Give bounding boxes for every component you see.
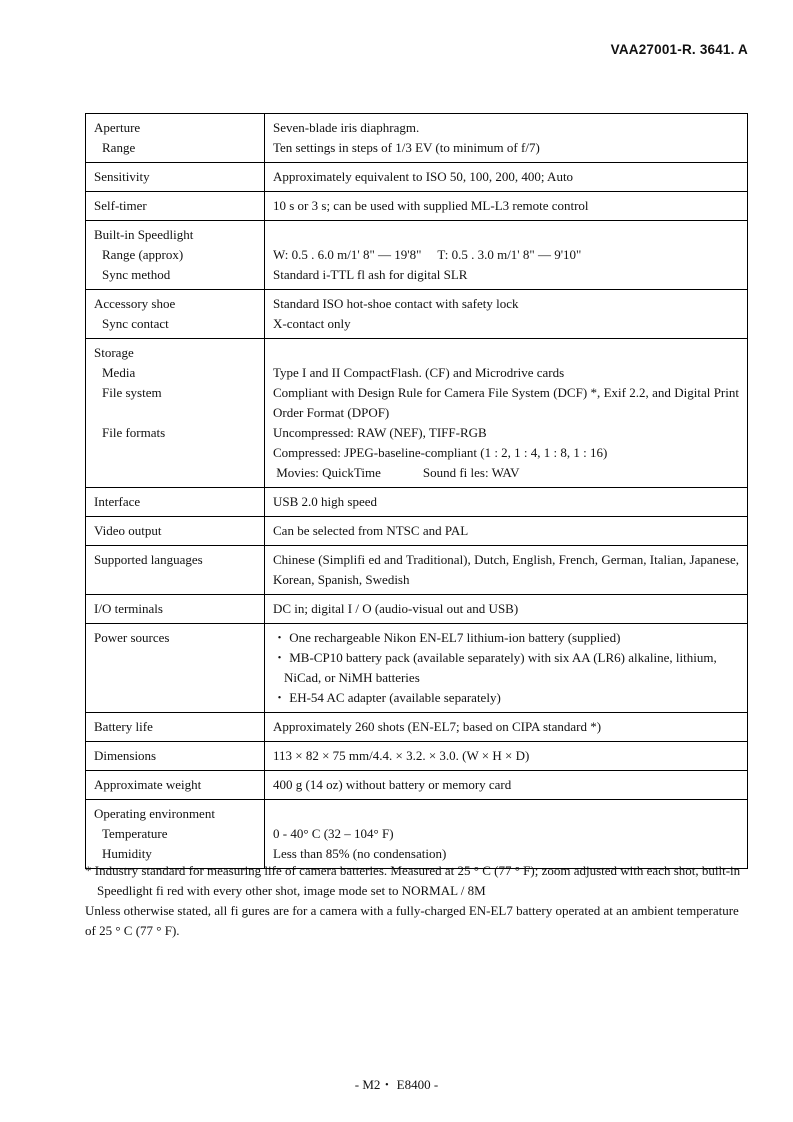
table-row bbox=[86, 221, 748, 290]
table-row bbox=[86, 517, 748, 546]
value-line: Uncompressed: RAW (NEF), TIFF-RGB bbox=[273, 425, 487, 440]
table-row bbox=[86, 488, 748, 517]
value-line: Compressed: JPEG-baseline-compliant (1 : 2, 1 : 4, 1 : 8, 1 : 16) bbox=[273, 445, 608, 460]
spec-label bbox=[86, 800, 265, 869]
row-label: Accessory shoe bbox=[94, 296, 176, 311]
spec-value bbox=[265, 488, 748, 517]
table-row bbox=[86, 713, 748, 742]
value-line: Standard ISO hot-shoe contact with safety lock bbox=[273, 296, 519, 311]
value-line: Approximately 260 shots (EN-EL7; based on CIPA standard *) bbox=[273, 719, 602, 734]
spec-label bbox=[86, 742, 265, 771]
row-label: Approximate weight bbox=[94, 777, 202, 792]
row-sublabel: File formats bbox=[102, 425, 166, 440]
value-line: X-contact only bbox=[273, 316, 351, 331]
spec-value bbox=[265, 771, 748, 800]
spec-label bbox=[86, 114, 265, 163]
spec-value bbox=[265, 114, 748, 163]
value-line: Approximately equivalent to ISO 50, 100, 200, 400; Auto bbox=[273, 169, 574, 184]
table-row bbox=[86, 163, 748, 192]
spec-label bbox=[86, 517, 265, 546]
table-row bbox=[86, 624, 748, 713]
value-line: Movies: QuickTime bbox=[276, 465, 381, 480]
page-footer: - M2・ E8400 - bbox=[354, 1077, 439, 1092]
value-line: 400 g (14 oz) without battery or memory card bbox=[273, 777, 512, 792]
spec-label bbox=[86, 771, 265, 800]
table-row bbox=[86, 595, 748, 624]
row-sublabel: Humidity bbox=[102, 846, 152, 861]
spec-value bbox=[265, 221, 748, 290]
row-sublabel: Sync method bbox=[102, 267, 171, 282]
row-label: Dimensions bbox=[94, 748, 157, 763]
value-line: Type I and II CompactFlash. (CF) and Microdrive cards bbox=[273, 365, 565, 380]
bullet-item: ・ EH-54 AC adapter (available separately) bbox=[273, 690, 501, 705]
spec-value bbox=[265, 624, 748, 713]
spec-value bbox=[265, 339, 748, 488]
spec-label bbox=[86, 290, 265, 339]
value-line: Less than 85% (no condensation) bbox=[273, 846, 447, 861]
footnote: Unless otherwise stated, all fi gures are for a camera with a fully-charged EN-EL7 battery operated at an ambient temperature of 25 ° C (77 ° F). bbox=[85, 903, 739, 938]
row-label: Aperture bbox=[94, 120, 141, 135]
value-line: 10 s or 3 s; can be used with supplied ML-L3 remote control bbox=[273, 198, 589, 213]
row-label: Self-timer bbox=[94, 198, 147, 213]
row-label: Battery life bbox=[94, 719, 153, 734]
spec-value bbox=[265, 192, 748, 221]
spec-value bbox=[265, 713, 748, 742]
spec-label bbox=[86, 595, 265, 624]
spec-label bbox=[86, 221, 265, 290]
row-label: Supported languages bbox=[94, 552, 203, 567]
table-row bbox=[86, 339, 748, 488]
spec-table bbox=[85, 113, 748, 869]
table-row bbox=[86, 742, 748, 771]
footnotes bbox=[85, 861, 750, 941]
spec-label bbox=[86, 192, 265, 221]
footnote: * Industry standard for measuring life of camera batteries. Measured at 25 ° C (77 ° F); zoom adjusted with each shot, built-in Speedlight fi red with every other shot, image mode set to NORMAL / 8M bbox=[85, 863, 741, 898]
spec-value bbox=[265, 800, 748, 869]
value-line: Compliant with Design Rule for Camera File System (DCF) *, Exif 2.2, and Digital Print Order Format (DPOF) bbox=[273, 385, 739, 420]
spec-value bbox=[265, 546, 748, 595]
bullet-item: ・ MB-CP10 battery pack (available separately) with six AA (LR6) alkaline, lithium, NiCad, or NiMH batteries bbox=[273, 650, 717, 685]
spec-value bbox=[265, 517, 748, 546]
row-sublabel: Sync contact bbox=[102, 316, 169, 331]
spec-label bbox=[86, 624, 265, 713]
spec-value bbox=[265, 595, 748, 624]
table-row bbox=[86, 771, 748, 800]
value-line: T: 0.5 . 3.0 m/1' 8" — 9'10" bbox=[437, 247, 582, 262]
spec-label bbox=[86, 163, 265, 192]
value-line: DC in; digital I / O (audio-visual out and USB) bbox=[273, 601, 519, 616]
row-label: Interface bbox=[94, 494, 141, 509]
spec-value bbox=[265, 742, 748, 771]
value-line: 113 × 82 × 75 mm/4.4. × 3.2. × 3.0. (W × H × D) bbox=[273, 748, 530, 763]
row-sublabel: Media bbox=[102, 365, 136, 380]
table-row bbox=[86, 290, 748, 339]
spec-value bbox=[265, 290, 748, 339]
value-line: Sound fi les: WAV bbox=[422, 465, 520, 480]
table-row bbox=[86, 800, 748, 869]
value-line: 0 - 40° C (32 – 104° F) bbox=[273, 826, 394, 841]
row-label: Operating environment bbox=[94, 806, 215, 821]
document-id: VAA27001-R. 3641. A bbox=[610, 42, 748, 57]
spec-label bbox=[86, 339, 265, 488]
value-line: USB 2.0 high speed bbox=[273, 494, 377, 509]
row-label: I/O terminals bbox=[94, 601, 163, 616]
table-row bbox=[86, 114, 748, 163]
row-label: Video output bbox=[94, 523, 162, 538]
spec-label bbox=[86, 546, 265, 595]
spec-value bbox=[265, 163, 748, 192]
value-line: Can be selected from NTSC and PAL bbox=[273, 523, 469, 538]
row-label: Storage bbox=[94, 345, 134, 360]
row-label: Built-in Speedlight bbox=[94, 227, 194, 242]
value-line: Chinese (Simplifi ed and Traditional), Dutch, English, French, German, Italian, Japanese, Korean, Spanish, Swedish bbox=[273, 552, 739, 587]
table-row bbox=[86, 192, 748, 221]
spec-label bbox=[86, 713, 265, 742]
row-sublabel: Temperature bbox=[102, 826, 168, 841]
value-line: Standard i-TTL fl ash for digital SLR bbox=[273, 267, 468, 282]
row-label: Power sources bbox=[94, 630, 170, 645]
value-line: Ten settings in steps of 1/3 EV (to minimum of f/7) bbox=[273, 140, 540, 155]
row-sublabel: Range bbox=[102, 140, 136, 155]
row-sublabel: Range (approx) bbox=[102, 247, 184, 262]
value-line: W: 0.5 . 6.0 m/1' 8" — 19'8" bbox=[273, 247, 422, 262]
value-line: Seven-blade iris diaphragm. bbox=[273, 120, 420, 135]
bullet-item: ・ One rechargeable Nikon EN-EL7 lithium-ion battery (supplied) bbox=[273, 630, 621, 645]
row-sublabel: File system bbox=[102, 385, 162, 400]
table-row bbox=[86, 546, 748, 595]
row-label: Sensitivity bbox=[94, 169, 150, 184]
spec-label bbox=[86, 488, 265, 517]
